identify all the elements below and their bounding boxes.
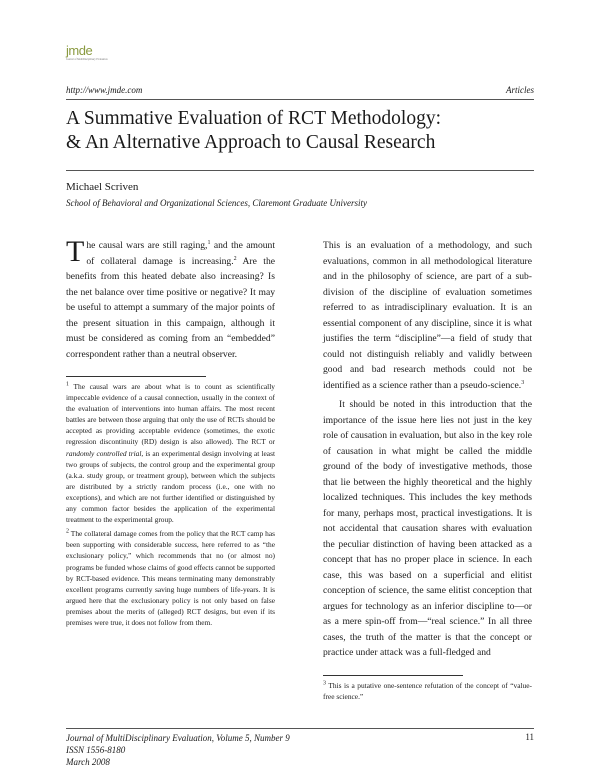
author-name: Michael Scriven xyxy=(66,181,139,193)
page-number: 11 xyxy=(525,732,534,742)
footnote-ref-3: 3 xyxy=(521,379,525,386)
logo-text: jmde xyxy=(66,43,93,58)
title-line-1: A Summative Evaluation of RCT Methodology: xyxy=(66,108,441,129)
footer-rule xyxy=(66,728,534,729)
header-rule xyxy=(66,99,534,100)
author-affiliation: School of Behavioral and Organizational Sciences, Claremont Graduate University xyxy=(66,198,368,208)
intro-paragraph: The causal wars are still raging,$^1$ and the amount of collateral damage is increasing.$^2$ Are the benefits from this heated debate also increasing? Is the net balance over time positive or negative? It may be useful to attempt a summary of the major points of the present situation in this campaign, although it must be considered as coming from an “embedded” correspondent rather than a neutral observer. xyxy=(66,235,276,360)
footnote-ref-1: 1 xyxy=(207,239,211,246)
footer-date: March 2008 xyxy=(66,757,110,767)
title-line-2: & An Alternative Approach to Causal Research xyxy=(66,132,436,153)
footnote-2: $^2$ The collateral damage comes from the policy that the RCT camp has been supporting with considerable success, here referred to as “the exclusionary policy,” which recommends that no (or almost no) programs be funded whose claims of good effects cannot be supported by RCT-based evidence. This means terminating many demonstrably excellent programs currently saving huge numbers of life-years. It is argued here that the exclusionary policy is not only based on false premises about the merits of (alleged) RCT designs, but even if its premises were true, it does not follow from them. xyxy=(66,528,275,627)
title-rule xyxy=(66,170,534,171)
paragraph-1: This is an evaluation of a methodology, and such evaluations, common in all methodological literature and in the philosophy of science, are part of a sub-division of the discipline of evaluation sometimes referred to as intradisciplinary evaluation. It is an essential component of any discipline, since it is what justifies the term “discipline”—a field of study that could not distinguish reliably and validly between good and bad research methods could not be identified as a science rather than a pseudo-science.$^3$ xyxy=(323,240,532,391)
journal-logo xyxy=(66,44,106,74)
right-column xyxy=(323,238,532,705)
left-column xyxy=(66,235,276,631)
paragraph-2: It should be noted in this introduction that the importance of the issue here lies not just in the key role of causation in evaluation, but also in the key role of causation in what might be called the middle ground of the body of investigative methods, those that lie between the highly theoretical and the highly localized techniques. This includes the key methods for many, perhaps most, practical investigations. It is not accidental that causation shares with evaluation the peculiar distinction of having been attacked as a concept that has no proper place in science. In each case, this was based on a superficial and elitist conception of science, the same elitist conception that argues for technology as an inferior discipline to—or as a mere spin-off from—“real science.” In all three cases, the truth of the matter is that the concept or practice under attack was a full-fledged and xyxy=(323,399,532,658)
footnote-rule xyxy=(66,376,206,377)
footer-journal: Journal of MultiDisciplinary Evaluation, Volume 5, Number 9 xyxy=(66,733,290,743)
drop-cap: T xyxy=(66,235,85,268)
section-label: Articles xyxy=(506,85,534,95)
footer-citation xyxy=(66,732,290,768)
journal-url: http://www.jmde.com xyxy=(66,85,143,95)
footnote-rule-right xyxy=(323,675,463,676)
logo-subtitle: Journal of MultiDisciplinary Evaluation xyxy=(66,58,108,61)
footnote-3: $^3$ This is a putative one-sentence refutation of the concept of “value-free science.” xyxy=(323,680,532,701)
footnote-ref-2: 2 xyxy=(233,255,237,262)
article-title xyxy=(66,107,536,155)
footnote-1: $^1$ The causal wars are about what is to count as scientifically impeccable evidence of a causal connection, usually in the context of the evaluation of interventions into human affairs. The most recent battles are between those arguing that only the use of RCTs should be accepted as providing acceptable evidence (sometimes, the exotic regression discontinuity (RD) design is also allowed). The RCT or randomly controlled trial, is an experimental design involving at least two groups of subjects, the control group and the experimental group (a.k.a. study group, or treatment group), between which the subjects are distributed by a strictly random process (i.e., one with no exceptions), and which are not further identified or distinguished by any common factor besides the application of the experimental treatment to the experimental group. xyxy=(66,381,275,525)
footer-issn: ISSN 1556-8180 xyxy=(66,745,126,755)
